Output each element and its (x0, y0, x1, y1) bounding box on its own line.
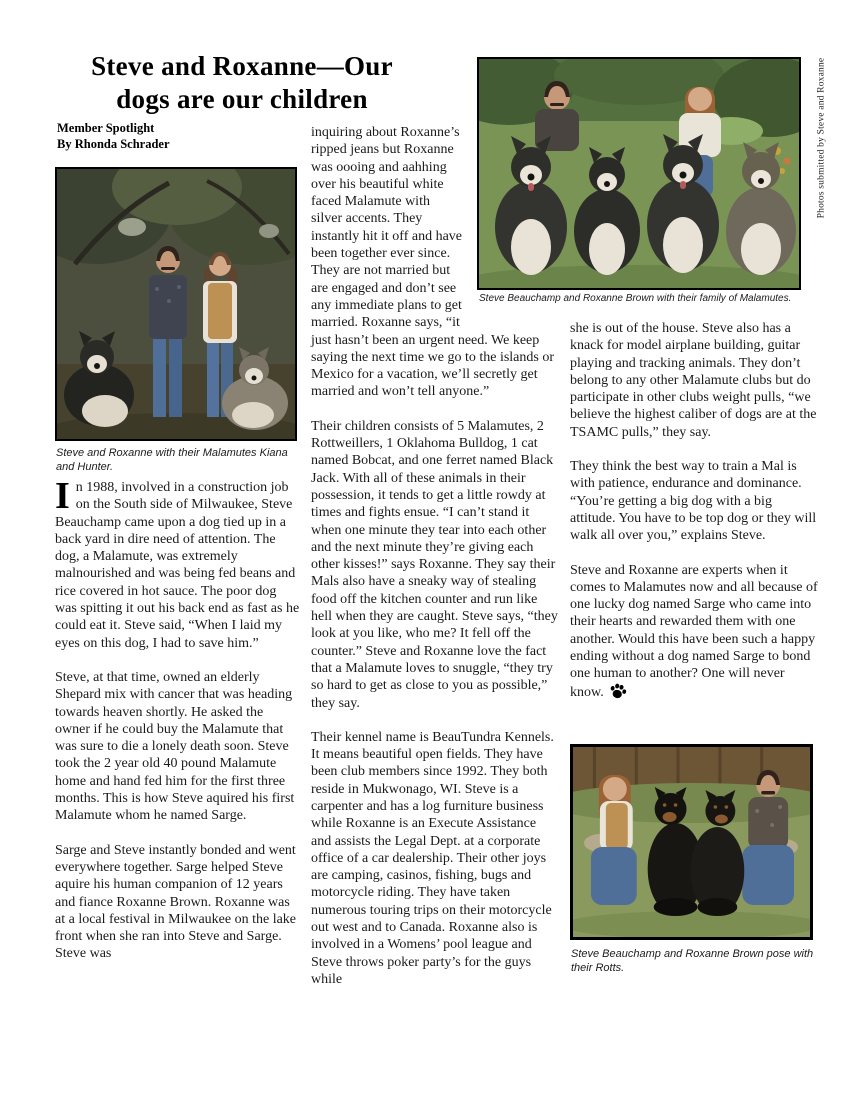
article-paragraph (570, 562, 818, 701)
spotlight-label: Member Spotlight (57, 121, 155, 135)
article-paragraph: Their kennel name is BeauTundra Kennels. It means beautiful open fields. They have been club members since 1992. They both reside in Mukwonago, WI. Steve is a carpenter and has a log furniture business while Roxanne is an Execute Assistance and assists the Legal Dept. at a corporate office of a car dealership. Their other joys are camping, casinos, fishing, bugs and motorcycle riding. They have taken numerous touring trips on their motorcycle out west and to Canada. Roxanne also is involved in a Womens’ pool league and Steve throws poker party’s for the guys while (311, 729, 554, 987)
photo-credit-container (804, 48, 838, 228)
title-line-2: dogs are our children (116, 84, 368, 114)
author-byline: By Rhonda Schrader (57, 137, 170, 151)
paw-print-icon (607, 681, 628, 701)
caption-top-photo: Steve Beauchamp and Roxanne Brown with their family of Malamutes. (479, 293, 792, 304)
malamutes-standing-photo-illustration (57, 169, 295, 439)
article-paragraph: Their children consists of 5 Malamutes, 2 Rottweillers, 1 Oklahoma Bulldog, 1 cat named Bobcat, and one ferret named Black Jack. With all of these animals in their possession, it tends to get a little rowdy at times and fights ensue. “I can’t stand it when one minute they tear into each other and the next minute they’re giving each other kisses!” says Roxanne. They say their Mals also have a sneaky way of stealing food off the kitchen counter and run like hell when they are caught. Steve says, “they look at you like, who me? It fell off the counter.” Steve and Roxanne love the fact that a Malamute loves to snuggle, “they try so hard to get as close to you as possible,” they say. (311, 418, 558, 711)
article-column-right (570, 320, 818, 718)
caption-bottom-photo: Steve Beauchamp and Roxanne Brown pose with their Rotts. (571, 948, 814, 974)
dropcap-letter: I (55, 475, 70, 517)
photo-credit-vertical: Photos submitted by Steve and Roxanne (816, 57, 826, 219)
photo-couple-with-rotts (570, 744, 813, 940)
paragraph-text: Steve and Roxanne are experts when it comes to Malamutes now and all because of one lucky dog named Sarge who came into their hearts and rewarded them with one another. Would this have been such a happy ending without a dog named Sarge to bond one human to another? One will never know. (570, 562, 818, 700)
title-line-1: Steve and Roxanne—Our (91, 51, 393, 81)
article-paragraph: They think the best way to train a Mal is with patience, endurance and dominance. “You’re getting a big dog with a big attitude. You have to be top dog or they will walk all over you,” explains Steve. (570, 459, 817, 544)
byline (57, 120, 170, 152)
caption-left-photo: Steve and Roxanne with their Malamutes Kiana and Hunter. (56, 447, 288, 473)
article-paragraph: Steve, at that time, owned an elderly Shepard mix with cancer that was heading towards heaven shortly. He asked the owner if he could buy the Malamute that was sure to die a lonely death soon. Steve took the 2 year old 40 pound Malamute home and hand fed him for the first three months. This is how Steve aquired his first Malamute whom he named Sarge. (55, 669, 295, 824)
photo-steve-roxanne-malamutes-standing (55, 167, 297, 441)
paragraph-text: n 1988, involved in a construction job on the South side of Milwaukee, Steve Beauchamp came upon a dog tied up in a back yard in dire need of attention. The dog, a Malamute, was extremely malnourished and was being fed beans and rice covered in hot sauce. The poor dog was spitting it out his back end as fast as he could eat it. Steve said, “When I laid my eyes on this dog, I had to save him.” (55, 480, 300, 651)
article-paragraph: inquiring about Roxanne’s ripped jeans but Roxanne was oooing and aahhing over his beautiful white faced Malamute with silver accents. They instantly hit it off and have been together ever since. They are not married but are engaged and don’t see any immediate plans to get married. Roxanne says, “it just hasn’t been an urgent need. We keep saying the next time we go to the islands or Mexico for a vacation, we’ll secretly get married and won’t tell anyone.” (311, 125, 555, 400)
page-title (42, 50, 442, 116)
rotts-photo-illustration (573, 747, 810, 937)
article-column-left (55, 475, 301, 980)
photo-wrap-spacer (463, 124, 558, 320)
article-column-middle (311, 124, 558, 1005)
article-paragraph (55, 475, 301, 652)
article-paragraph: she is out of the house. Steve also has a knack for model airplane building, guitar playing and tracking animals. They don’t belong to any other Malamute clubs but do participate in other clubs weight pulls, “we believe the highest caliber of dogs are at the TSAMC pulls,” they say. (570, 321, 817, 440)
article-paragraph: Sarge and Steve instantly bonded and went everywhere together. Sarge helped Steve aquire his human companion of 12 years and fiance Roxanne Brown. Roxanne was at a local festival in Milwaukee on the lake front when she ran into Steve and Sarge. Steve was (55, 842, 297, 962)
